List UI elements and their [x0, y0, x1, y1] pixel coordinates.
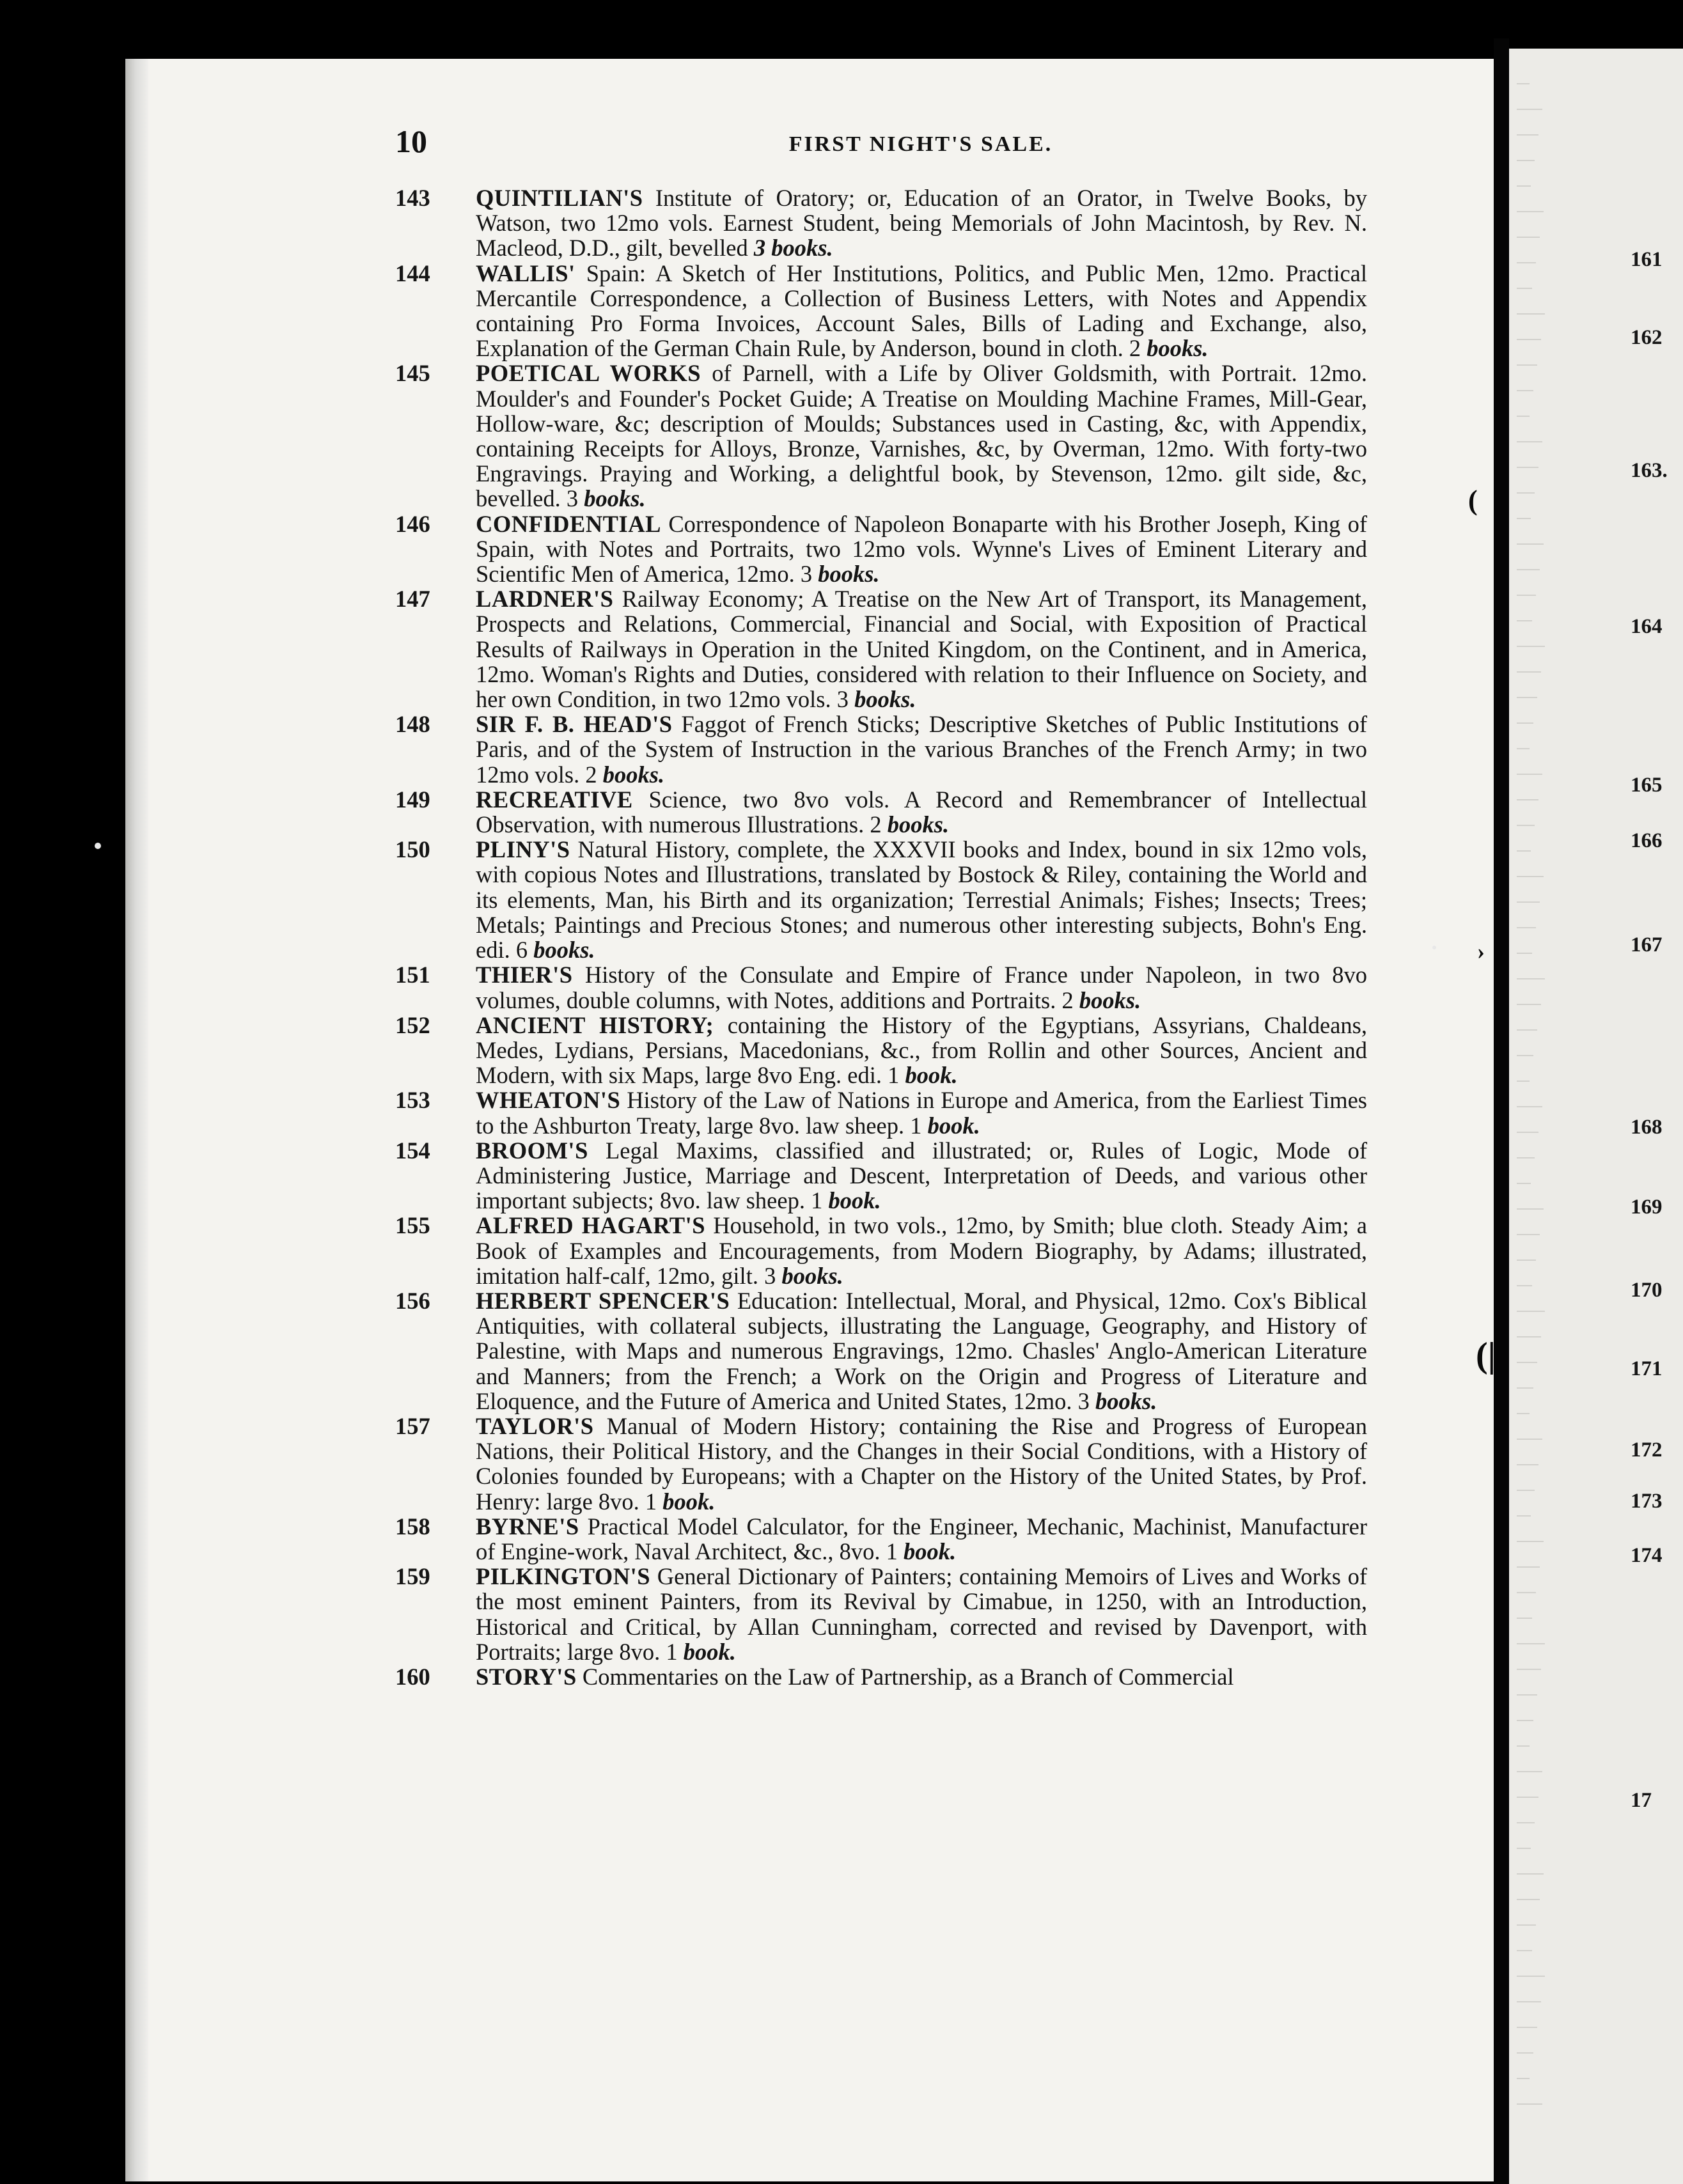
lot-title: BROOM'S	[476, 1137, 588, 1164]
lot-quantity: books.	[1147, 335, 1209, 362]
facing-page-text-trace	[1517, 1157, 1535, 1158]
page-number: 10	[395, 123, 427, 159]
facing-page-text-trace	[1517, 518, 1531, 519]
facing-page-text-trace	[1517, 697, 1537, 698]
lot-quantity: book.	[903, 1538, 957, 1564]
lot-title: WALLIS'	[476, 260, 575, 286]
facing-page-text-trace	[1517, 850, 1531, 852]
facing-page-text-trace	[1517, 569, 1540, 570]
lot-description: Institute of Oratory; or, Education of an Orator, in Twelve Books, by Watson, two 12mo vols. Earnest Student, being Memorials of John Macintosh, by Rev. N. Macleod, D.D., gilt, bevelled	[476, 185, 1367, 261]
lot-title: HERBERT SPENCER'S	[476, 1287, 730, 1314]
lot-description: Correspondence of Napoleon Bonaparte with his Brother Joseph, King of Spain, with Notes and Portraits, two 12mo vols. Wynne's Lives of Eminent Literary and Scientific Men of America, 12mo. 3	[476, 510, 1367, 588]
facing-page-text-trace	[1517, 825, 1535, 826]
facing-lot-number: 174	[1631, 1544, 1663, 1567]
facing-page-text-trace	[1517, 1362, 1537, 1363]
lot-number: 156	[395, 1287, 430, 1314]
facing-page-text-trace	[1517, 1618, 1532, 1619]
facing-page-text-trace	[1517, 2078, 1530, 2079]
facing-page-text-trace	[1517, 671, 1541, 673]
facing-lot-number: 171	[1631, 1357, 1663, 1380]
lot-number: 157	[395, 1412, 430, 1439]
lot-quantity: book.	[683, 1638, 736, 1665]
facing-lot-number: 161	[1631, 248, 1663, 271]
facing-page-text-trace	[1517, 416, 1530, 417]
lot-quantity: books.	[1095, 1387, 1157, 1414]
lot-description: Commentaries on the Law of Partnership, as a Branch of Commercial	[582, 1663, 1234, 1690]
facing-page-text-trace	[1517, 288, 1532, 289]
lot-title: BYRNE'S	[476, 1513, 579, 1540]
facing-page-text-trace	[1517, 1515, 1531, 1517]
lot-description: History of the Consulate and Empire of France under Napoleon, in two 8vo volumes, double columns, with Notes, additions and Portraits. 2	[476, 962, 1368, 1013]
lot-quantity: books.	[887, 811, 950, 838]
facing-page-text-trace	[1517, 1234, 1540, 1235]
lot-title: STORY'S	[476, 1663, 577, 1690]
facing-page-text-trace	[1517, 774, 1542, 775]
lot-title: THIER'S	[476, 962, 573, 988]
lot-description: Manual of Modern History; containing the Rise and Progress of European Nations, their Political History, and the Changes in their Social Conditions, with a History of Colonies founded by Europeans; with a Chapter on the History of the United States, by Prof. Henry: large 8vo. 1	[476, 1412, 1367, 1515]
facing-page-text-trace	[1517, 2001, 1541, 2002]
facing-page-text-trace	[1517, 262, 1536, 263]
facing-page-text-trace	[1517, 211, 1544, 212]
facing-lot-number: 170	[1631, 1279, 1663, 1302]
lot-description: Practical Model Calculator, for the Engineer, Mechanic, Machinist, Manufacturer of Engine-work, Naval Architect, &c., 8vo. 1	[476, 1513, 1368, 1564]
facing-page-text-trace	[1517, 1183, 1531, 1184]
lot-number: 149	[395, 786, 430, 813]
facing-page-text-trace	[1517, 2052, 1533, 2054]
facing-page-text-trace	[1517, 1311, 1545, 1312]
lot-quantity: book.	[927, 1112, 980, 1139]
lot-quantity: book.	[828, 1187, 881, 1214]
scan-speck	[95, 843, 101, 849]
facing-page-text-trace	[1517, 1413, 1530, 1414]
lot-description: Legal Maxims, classified and illustrated; or, Rules of Logic, Mode of Administering Justice, Marriage and Descent, Interpretation of Deeds, and various other important subjects; 8vo. law sheep. 1	[476, 1137, 1367, 1214]
facing-page-text-trace	[1517, 1490, 1535, 1491]
facing-page-text-trace	[1517, 339, 1541, 340]
lot-number: 148	[395, 711, 430, 738]
facing-lot-number: 172	[1631, 1439, 1663, 1462]
facing-page-text-trace	[1517, 1285, 1532, 1286]
facing-page-text-trace	[1517, 1592, 1536, 1593]
lot-description: Household, in two vols., 12mo, by Smith; blue cloth. Steady Aim; a Book of Examples and Encouragements, from Modern Biography, by Adams; illustrated, imitation half-calf, 12mo, gilt. 3	[476, 1212, 1368, 1289]
lot-number: 151	[395, 962, 430, 988]
facing-page-text-trace	[1517, 799, 1538, 800]
lot-quantity: 3 books.	[753, 235, 833, 261]
facing-page-text-trace	[1517, 1387, 1533, 1389]
scan-speck	[1432, 946, 1436, 949]
facing-page-text-trace	[1517, 1464, 1538, 1465]
lot-number: 150	[395, 836, 430, 863]
lot-number: 146	[395, 510, 430, 537]
facing-page-text-trace	[1517, 1694, 1537, 1696]
lot-title: TAYLOR'S	[476, 1412, 594, 1439]
facing-page-text-trace	[1517, 1873, 1544, 1875]
facing-page-text-trace	[1517, 237, 1540, 238]
facing-page-text-trace	[1517, 1720, 1533, 1721]
facing-lot-number: 17	[1631, 1789, 1652, 1812]
facing-page-text-trace	[1517, 595, 1536, 596]
lot-number: 144	[395, 260, 430, 286]
lot-description: Natural History, complete, the XXXVII books and Index, bound in six 12mo vols, with copious Notes and Illustrations, translated by Bostock & Riley, containing the World and its elements, Man, his Birth and its organization; Terrestial Animals; Fishes; Insects; Trees; Metals; Paintings and Precious Stones; and numerous other interesting subjects, Bohn's Eng. edi. 6	[476, 836, 1368, 963]
lot-title: WHEATON'S	[476, 1087, 621, 1114]
facing-page-text-trace	[1517, 1899, 1540, 1900]
lot-description: of Parnell, with a Life by Oliver Goldsmith, with Portrait. 12mo. Moulder's and Founder's Pocket Guide; A Treatise on Moulding Machine Frames, Mill-Gear, Hollow-ware, &c; description of Moulds; Substances used in Casting, &c, with Appendix, containing Receipts for Alloys, Bronze, Varnishes, &c, by Overman, 12mo. With forty-two Engravings. Praying and Working, a delightful book, by Stevenson, 12mo. gilt side, &c, bevelled. 3	[476, 360, 1368, 512]
lot-number: 145	[395, 360, 430, 387]
facing-page-text-trace	[1517, 1643, 1545, 1644]
lot-quantity: books.	[584, 485, 646, 512]
lot-quantity: books.	[533, 937, 595, 963]
lot-number: 147	[395, 586, 430, 612]
facing-lot-number: 169	[1631, 1196, 1663, 1219]
facing-page-text-trace	[1517, 1208, 1544, 1210]
lot-quantity: books.	[602, 761, 665, 788]
facing-page-text-trace	[1517, 978, 1545, 979]
running-title: FIRST NIGHT'S SALE.	[788, 132, 1053, 156]
facing-page-text-trace	[1517, 620, 1532, 621]
lot-quantity: books.	[854, 686, 916, 713]
facing-page-text-trace	[1517, 1976, 1545, 1977]
facing-page-text-trace	[1517, 1132, 1538, 1133]
facing-page-text-trace	[1517, 83, 1530, 84]
facing-lot-number: 164	[1631, 615, 1663, 638]
facing-lot-number: 167	[1631, 933, 1663, 956]
lot-description: Education: Intellectual, Moral, and Physical, 12mo. Cox's Biblical Antiquities, with collateral subjects, illustrating the Language, Geography, and History of Palestine, with Maps and numerous Engravings, 12mo. Chasles' Anglo-American Literature and Manners; from the French; a Work on the Origin and Progress of Literature and Eloquence, and the Future of America and United States, 12mo. 3	[476, 1287, 1368, 1414]
facing-page-text-trace	[1517, 1055, 1533, 1056]
facing-page-text-trace	[1517, 927, 1536, 928]
facing-page-text-trace	[1517, 1950, 1532, 1951]
facing-page-text-trace	[1517, 467, 1538, 468]
facing-page-text-trace	[1517, 2027, 1537, 2028]
facing-page-mark: (	[1468, 485, 1478, 516]
facing-page-text-trace	[1517, 543, 1544, 545]
facing-page-text-trace	[1517, 1336, 1541, 1338]
lot-title: RECREATIVE	[476, 786, 633, 813]
lot-title: ALFRED HAGART'S	[476, 1212, 706, 1239]
lot-number: 154	[395, 1137, 430, 1164]
lot-title: PLINY'S	[476, 836, 570, 863]
facing-page-text-trace	[1517, 109, 1542, 110]
lot-quantity: books.	[1079, 987, 1141, 1013]
facing-lot-number: 166	[1631, 829, 1663, 852]
lot-title: PILKINGTON'S	[476, 1563, 651, 1590]
lot-description: Science, two 8vo vols. A Record and Remembrancer of Intellectual Observation, with numerous Illustrations. 2	[476, 786, 1368, 838]
lot-number: 155	[395, 1212, 430, 1239]
lot-quantity: book.	[662, 1488, 716, 1515]
facing-page-text-trace	[1517, 1924, 1536, 1926]
facing-page-text-trace	[1517, 1106, 1542, 1107]
facing-page-text-trace	[1517, 1822, 1535, 1823]
facing-lot-number: 165	[1631, 774, 1663, 797]
facing-lot-number: 168	[1631, 1116, 1663, 1139]
lot-description: containing the History of the Egyptians, Assyrians, Chaldeans, Medes, Lydians, Persians, Macedonians, &c., from Rollin and other Sources, Ancient and Modern, with six Maps, large 8vo Eng. edi. 1	[476, 1011, 1368, 1089]
facing-page-text-trace	[1517, 390, 1533, 391]
facing-page-text-trace	[1517, 1848, 1531, 1849]
facing-lot-number: 163.	[1631, 459, 1668, 482]
lot-title: CONFIDENTIAL	[476, 510, 661, 537]
facing-page-text-trace	[1517, 748, 1530, 749]
lot-number: 159	[395, 1563, 430, 1590]
lot-number: 160	[395, 1663, 430, 1690]
lot-title: LARDNER'S	[476, 586, 614, 612]
facing-page-text-trace	[1517, 441, 1542, 442]
facing-page-text-trace	[1517, 1260, 1536, 1261]
facing-page-text-trace	[1517, 1029, 1537, 1031]
lot-title: POETICAL WORKS	[476, 360, 701, 387]
lot-number: 153	[395, 1087, 430, 1114]
lot-quantity: book.	[905, 1062, 958, 1089]
facing-lot-number: 173	[1631, 1490, 1663, 1513]
lot-quantity: books.	[818, 561, 880, 588]
facing-page-text-trace	[1517, 492, 1535, 494]
lot-title: QUINTILIAN'S	[476, 185, 643, 211]
lot-description: Faggot of French Sticks; Descriptive Sketches of Public Institutions of Paris, and of the System of Instruction in the various Branches of the French Army; in two 12mo vols. 2	[476, 711, 1367, 788]
lot-description: Railway Economy; A Treatise on the New Art of Transport, its Management, Prospects and Relations, Commercial, Financial and Social, with Exposition of Practical Results of Railways in Operation in the United Kingdom, on the Continent, and in America, 12mo. Woman's Rights and Duties, considered with relation to their Influence on Society, and her own Condition, in two 12mo vols. 3	[476, 586, 1368, 713]
facing-page-text-trace	[1517, 876, 1544, 877]
lot-quantity: books.	[781, 1262, 843, 1289]
facing-page-text-trace	[1517, 313, 1545, 315]
lot-description: History of the Law of Nations in Europe and America, from the Earliest Times to the Ashburton Treaty, large 8vo. law sheep. 1	[476, 1087, 1367, 1139]
facing-page-text-trace	[1517, 901, 1540, 903]
facing-lot-number: 162	[1631, 326, 1663, 349]
lot-number: 143	[395, 185, 430, 211]
facing-page-text-trace	[1517, 1541, 1544, 1542]
facing-page-text-trace	[1517, 185, 1531, 187]
facing-page-text-trace	[1517, 1669, 1541, 1670]
facing-page-text-trace	[1517, 646, 1545, 647]
facing-page-text-trace	[1517, 134, 1538, 136]
facing-page-text-trace	[1517, 953, 1532, 954]
lot-number: 152	[395, 1011, 430, 1038]
lot-description: Spain: A Sketch of Her Institutions, Politics, and Public Men, 12mo. Practical Mercantile Correspondence, a Collection of Business Letters, with Notes and Appendix containing Pro Forma Invoices, Account Sales, Bills of Lading and Exchange, also, Explanation of the German Chain Rule, by Anderson, bound in cloth. 2	[476, 260, 1367, 362]
facing-page-text-trace	[1517, 364, 1537, 366]
facing-page-text-trace	[1517, 722, 1533, 724]
lot-description: General Dictionary of Painters; containing Memoirs of Lives and Works of the most eminent Painters, from its Revival by Cimabue, in 1250, with an Introduction, Historical and Critical, by Allan Cunningham, corrected and revised by Davenport, with Portraits; large 8vo. 1	[476, 1563, 1367, 1665]
lot-number: 158	[395, 1513, 430, 1540]
facing-page-text-trace	[1517, 1439, 1542, 1440]
facing-page-text-trace	[1517, 1566, 1540, 1568]
facing-page-text-trace	[1517, 1745, 1530, 1747]
facing-page-text-trace	[1517, 1797, 1538, 1798]
lot-title: ANCIENT HISTORY;	[476, 1011, 714, 1038]
facing-page-mark: (|	[1476, 1336, 1496, 1375]
lot-title: SIR F. B. HEAD'S	[476, 711, 673, 738]
facing-page-text-trace	[1517, 1004, 1541, 1005]
facing-page-text-trace	[1517, 1080, 1530, 1082]
facing-page-text-trace	[1517, 2103, 1542, 2105]
facing-page-text-trace	[1517, 160, 1535, 161]
facing-page-mark: ›	[1477, 939, 1485, 964]
facing-page-text-trace	[1517, 1771, 1542, 1772]
